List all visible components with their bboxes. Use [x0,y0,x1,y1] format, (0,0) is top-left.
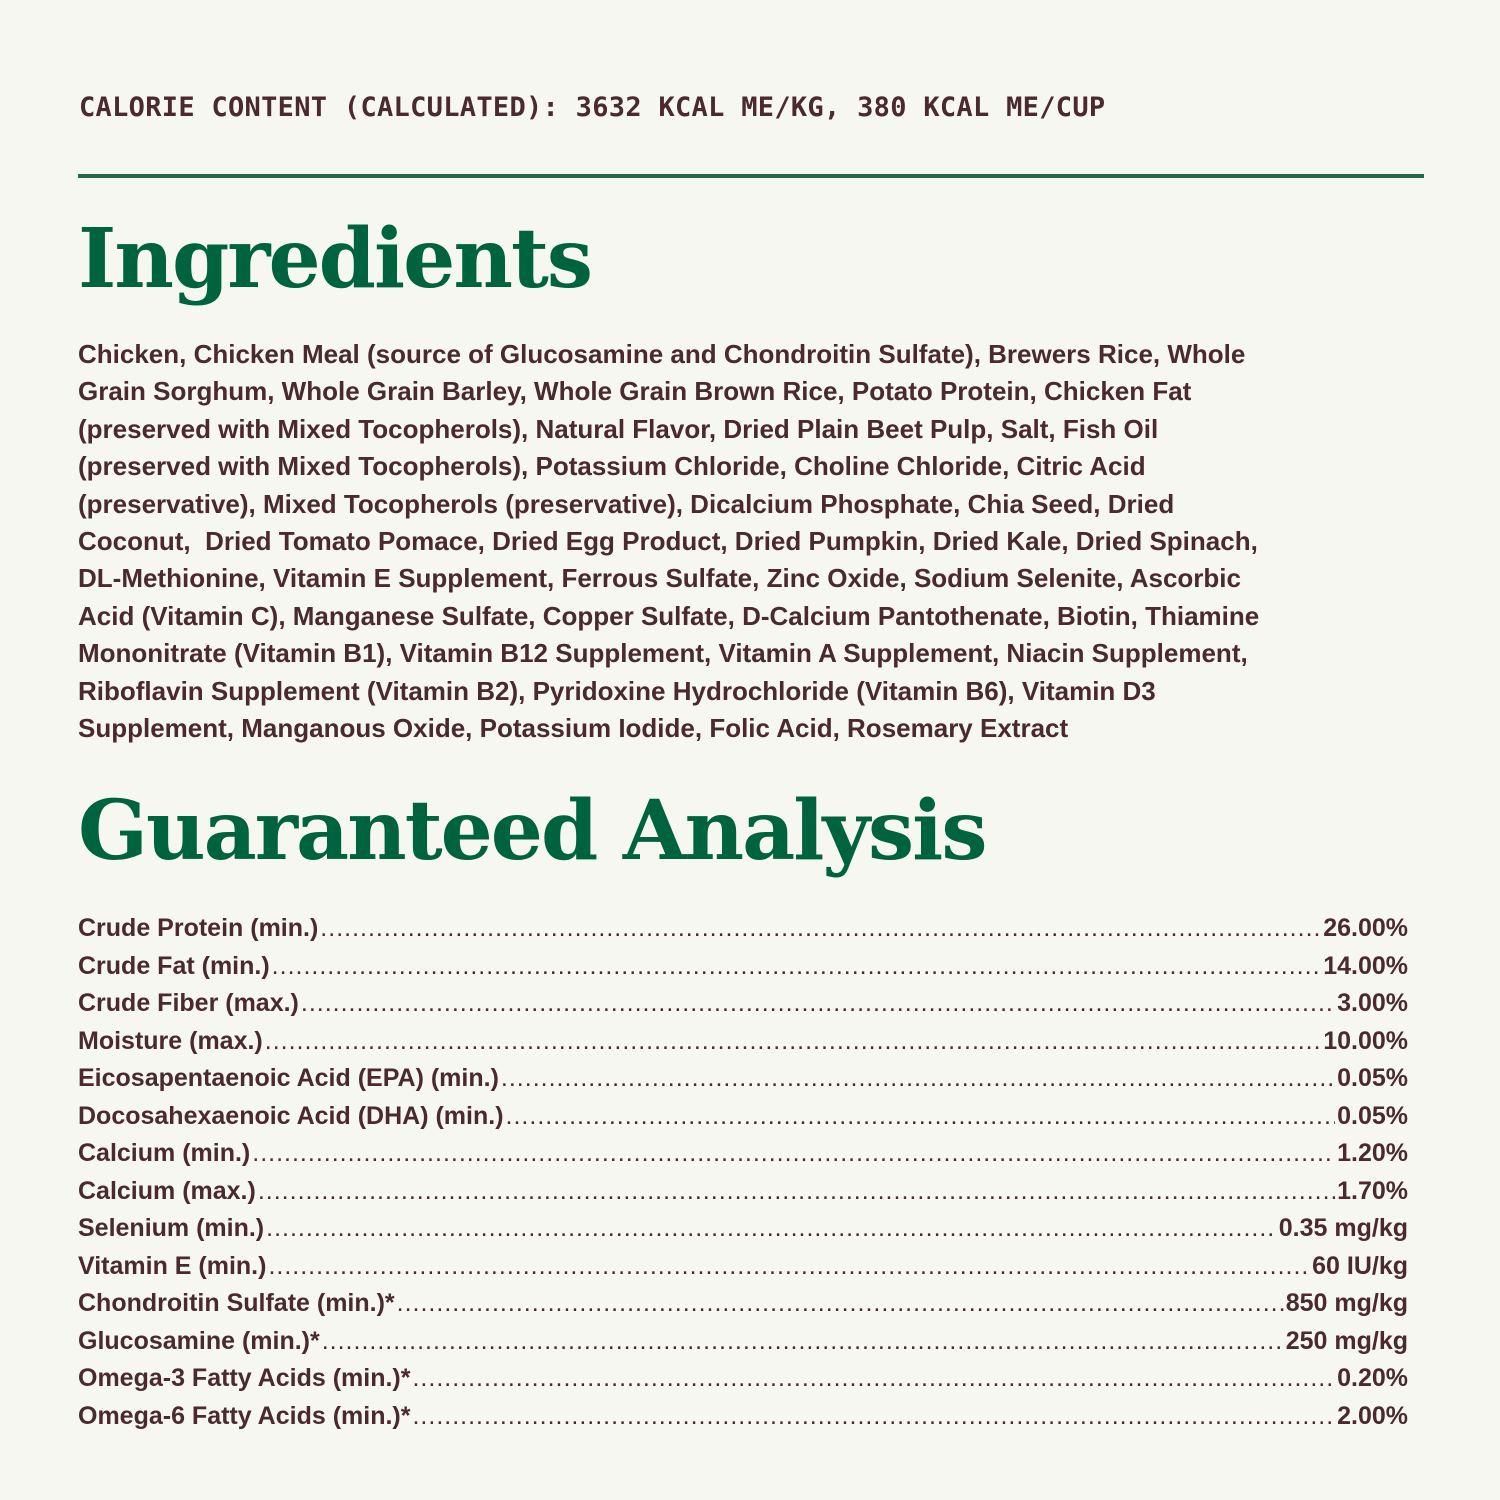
analysis-table [78,910,1408,1435]
dot-leader [301,985,1335,1023]
ingredients-line: Supplement, Manganous Oxide, Potassium Iodide, Folic Acid, Rosemary Extract [78,713,1069,744]
analysis-row [78,1023,1408,1061]
nutrient-value: 1.70% [1337,1176,1408,1205]
dot-leader [501,1060,1335,1098]
nutrient-value: 1.20% [1337,1139,1408,1167]
analysis-row [78,948,1408,986]
nutrient-value: 0.20% [1337,1364,1408,1392]
analysis-row [78,1398,1408,1436]
nutrient-label: Eicosapentaenoic Acid (EPA) (min.) [78,1064,499,1092]
nutrient-label: Chondroitin Sulfate (min.)* [78,1289,395,1317]
nutrient-label: Calcium (max.) [78,1176,256,1205]
nutrient-value: 60 IU/kg [1312,1251,1408,1280]
ingredients-line: Chicken, Chicken Meal (source of Glucosamine and Chondroitin Sulfate), Brewers Rice, Whole [78,339,1246,369]
ingredients-line: Riboflavin Supplement (Vitamin B2), Pyridoxine Hydrochloride (Vitamin B6), Vitamin D3 [78,675,1156,706]
ingredients-line: DL-Methionine, Vitamin E Supplement, Ferrous Sulfate, Zinc Oxide, Sodium Selenite, Ascorbic [78,563,1241,594]
ingredients-line: Mononitrate (Vitamin B1), Vitamin B12 Supplement, Vitamin A Supplement, Niacin Supplement, [78,638,1248,669]
analysis-row [78,1135,1408,1173]
ingredients-line: Acid (Vitamin C), Manganese Sulfate, Copper Sulfate, D-Calcium Pantothenate, Biotin, Thiamine [78,600,1260,631]
dot-leader [412,1398,1335,1436]
nutrient-label: Vitamin E (min.) [78,1251,267,1280]
analysis-row [78,1173,1408,1211]
nutrient-label: Crude Protein (min.) [78,914,319,942]
analysis-row [78,1248,1408,1286]
dot-leader [272,948,1322,986]
nutrient-label: Calcium (min.) [78,1139,251,1167]
dot-leader [322,1323,1284,1361]
ingredients-line: (preservative), Mixed Tocopherols (preservative), Dicalcium Phosphate, Chia Seed, Dried [78,488,1175,519]
nutrient-label: Selenium (min.) [78,1214,265,1242]
ingredients-line: Grain Sorghum, Whole Grain Barley, Whole Grain Brown Rice, Potato Protein, Chicken Fat [78,376,1192,407]
nutrient-value: 14.00% [1323,951,1408,980]
ingredients-heading: Ingredients [78,211,592,307]
nutrient-value: 2.00% [1337,1401,1408,1430]
dot-leader [265,1023,1321,1061]
nutrient-value: 10.00% [1323,1026,1408,1055]
dot-leader [320,910,1321,948]
analysis-row [78,1060,1408,1098]
dot-leader [268,1248,1310,1286]
nutrient-value: 3.00% [1337,989,1408,1017]
nutrient-label: Moisture (max.) [78,1026,263,1055]
nutrient-label: Docosahexaenoic Acid (DHA) (min.) [78,1101,504,1130]
nutrient-value: 850 mg/kg [1285,1289,1408,1317]
analysis-row [78,1285,1408,1323]
analysis-row [78,1323,1408,1361]
dot-leader [266,1210,1277,1248]
analysis-row [78,1360,1408,1398]
nutrient-label: Glucosamine (min.)* [78,1326,320,1355]
dot-leader [506,1098,1336,1136]
analysis-row [78,985,1408,1023]
ingredients-line: (preserved with Mixed Tocopherols), Natural Flavor, Dried Plain Beet Pulp, Salt, Fish Oil [78,413,1159,444]
nutrient-value: 26.00% [1323,914,1408,942]
analysis-row [78,1210,1408,1248]
ingredients-line: (preserved with Mixed Tocopherols), Potassium Chloride, Choline Chloride, Citric Acid [78,451,1146,482]
calorie-content: CALORIE CONTENT (CALCULATED): 3632 KCAL ME/KG, 380 KCAL ME/CUP [79,92,1106,123]
dot-leader [258,1173,1335,1211]
nutrient-value: 0.05% [1337,1064,1408,1092]
nutrient-label: Omega-6 Fatty Acids (min.)* [78,1401,411,1430]
dot-leader [252,1135,1335,1173]
ingredients-line: Coconut, Dried Tomato Pomace, Dried Egg Product, Dried Pumpkin, Dried Kale, Dried Spinach, [78,526,1258,557]
analysis-row [78,1098,1408,1136]
ingredients-list [78,336,1458,747]
nutrient-value: 250 mg/kg [1285,1326,1408,1355]
guaranteed-analysis-heading: Guaranteed Analysis [78,783,986,879]
nutrient-value: 0.35 mg/kg [1278,1214,1408,1242]
nutrient-label: Crude Fat (min.) [78,951,270,980]
dot-leader [412,1360,1335,1398]
nutrient-value: 0.05% [1337,1101,1408,1130]
analysis-row [78,910,1408,948]
nutrient-label: Omega-3 Fatty Acids (min.)* [78,1364,411,1392]
dot-leader [397,1285,1284,1323]
nutrient-label: Crude Fiber (max.) [78,989,299,1017]
divider [78,174,1424,178]
